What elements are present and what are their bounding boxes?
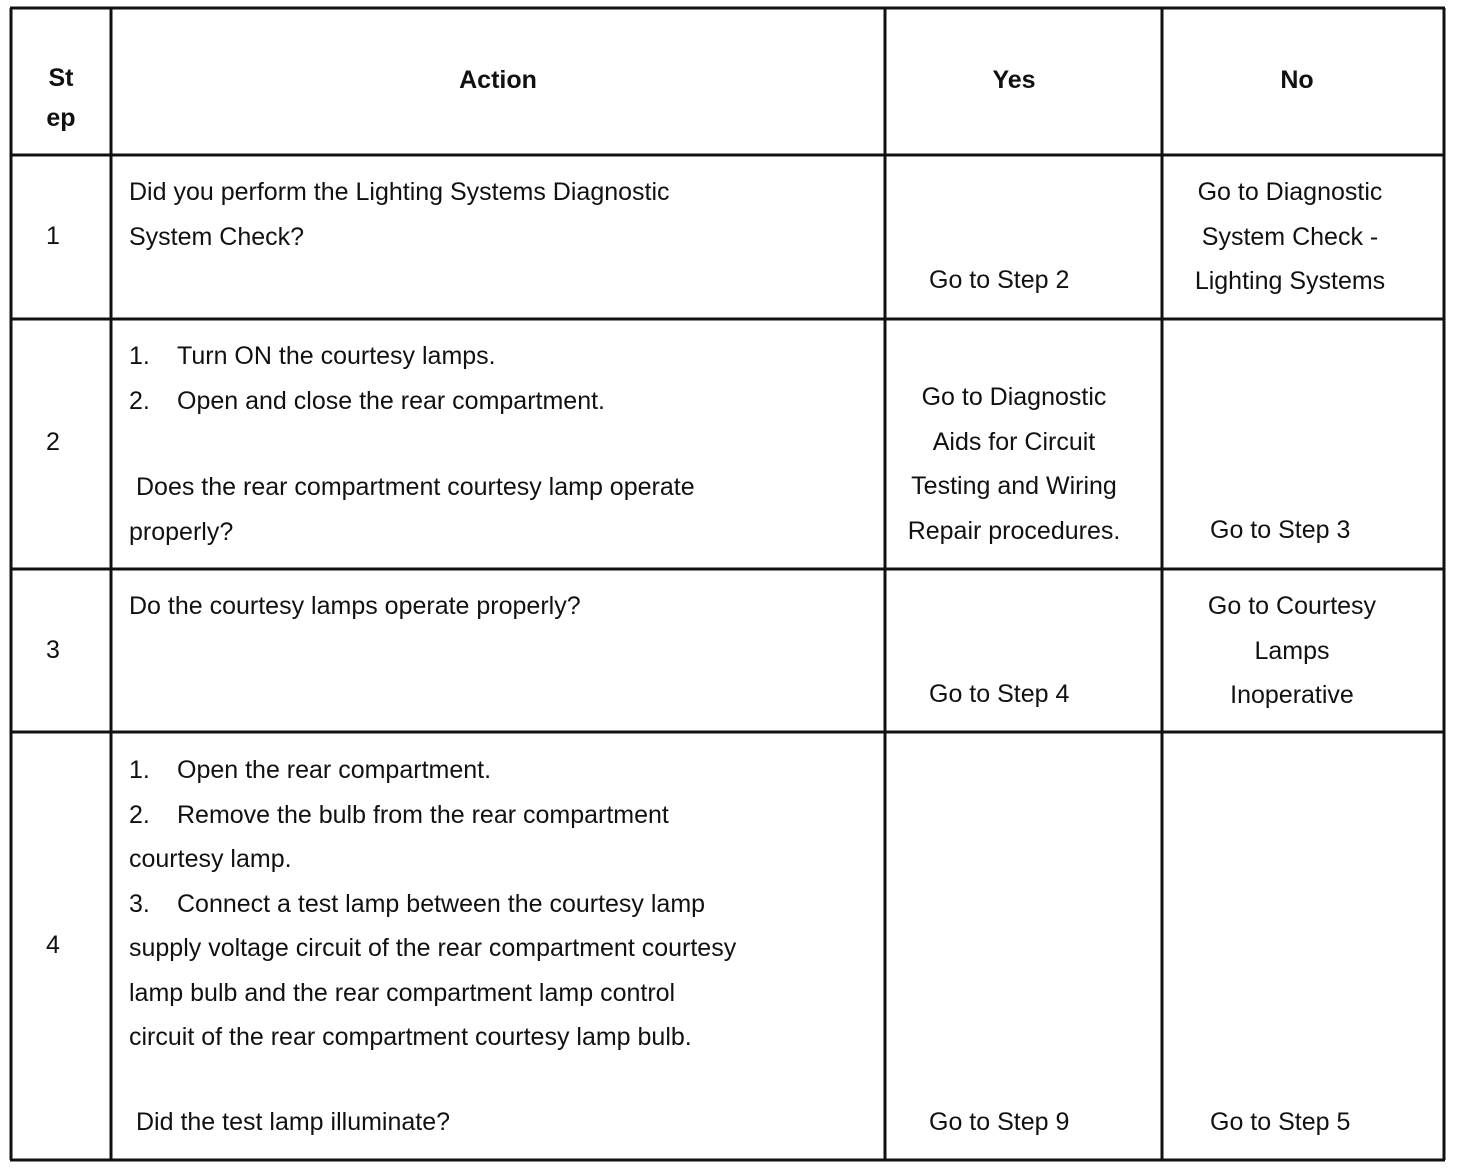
- action-question: Did the test lamp illuminate?: [136, 1108, 451, 1136]
- list-item: 1. Turn ON the courtesy lamps.: [129, 342, 496, 370]
- action-text: [129, 334, 605, 423]
- action-text: Do the courtesy lamps operate properly?: [129, 592, 581, 620]
- step-number: 2: [46, 428, 60, 456]
- yes-result: Go to Step 2: [929, 266, 1070, 294]
- no-result: Go to Courtesy Lamps Inoperative: [1207, 592, 1377, 709]
- step-number: 1: [46, 222, 60, 250]
- no-result: Go to Step 3: [1210, 516, 1351, 544]
- list-item: 3. Connect a test lamp between the courtesy lamp: [129, 889, 706, 918]
- step-number: 3: [46, 636, 60, 664]
- header-step: St ep: [46, 64, 76, 132]
- action-question: Does the rear compartment courtesy lamp operate properly?: [129, 473, 695, 546]
- list-item: 2. Remove the bulb from the rear compartment: [129, 800, 669, 829]
- step-number: 4: [46, 931, 60, 959]
- header-action: Action: [459, 66, 537, 94]
- yes-result: Go to Diagnostic Aids for Circuit Testing and Wiring Repair procedures.: [907, 383, 1121, 545]
- no-result: Go to Step 5: [1210, 1108, 1351, 1136]
- header-no: No: [1280, 66, 1314, 94]
- yes-result: Go to Step 4: [929, 680, 1070, 708]
- no-result: Go to Diagnostic System Check - Lighting Systems: [1194, 178, 1386, 295]
- list-item: 2. Open and close the rear compartment.: [129, 386, 606, 415]
- header-yes: Yes: [992, 66, 1036, 94]
- action-text: 1. Open the rear compartment. 2. Remove the bulb from the rear compartment courtesy lamp. 3. Connect a test lamp between the courtesy lamp supply voltage circuit of the rear compartment courtesy lamp bulb and the rear compartment lamp control circuit of the rear compartment courtesy lamp bulb.: [129, 748, 736, 1060]
- yes-result: Go to Step 9: [929, 1108, 1070, 1136]
- list-item: 1. Open the rear compartment.: [129, 756, 492, 784]
- action-text: Did you perform the Lighting Systems Diagnostic System Check?: [129, 178, 670, 251]
